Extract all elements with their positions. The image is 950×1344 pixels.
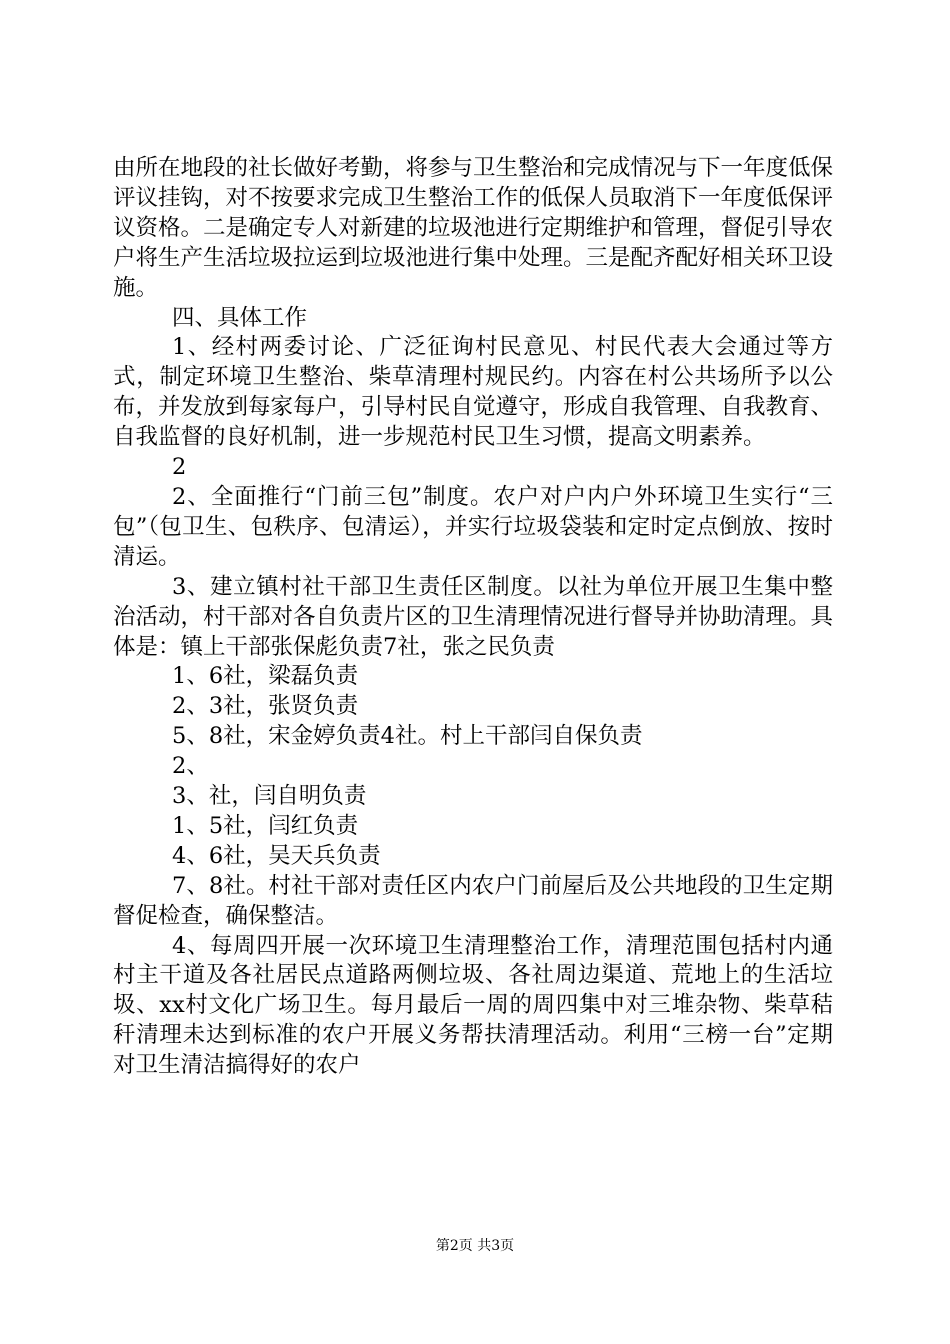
paragraph-fragment: 2 xyxy=(172,454,187,481)
list-line: 4、6社，吴天兵负责 xyxy=(172,842,381,869)
paragraph-item-2: 2、全面推行“门前三包”制度。农户对户内户外环境卫生实行“三包”（包卫生、包秩序、包清运），并实行垃圾袋装和定时定点倒放、按时清运。 xyxy=(113,483,833,570)
paragraph-item-1: 1、经村两委讨论、广泛征询村民意见、村民代表大会通过等方式，制定环境卫生整治、柴草清理村规民约。内容在村公共场所予以公布，并发放到每家每户，引导村民自觉遵守，形成自我管理、自我教育、自我监督的良好机制，进一步规范村民卫生习惯，提高文明素养。 xyxy=(113,334,834,451)
list-line: 2、3社，张贤负责 xyxy=(172,693,359,720)
section-heading: 四、具体工作 xyxy=(172,304,308,331)
document-body xyxy=(113,154,833,1081)
paragraph-item-4: 4、每周四开展一次环境卫生清理整治工作，清理范围包括村内通村主干道及各社居民点道路两侧垃圾、各社周边渠道、荒地上的生活垃圾、xx村文化广场卫生。每月最后一周的周四集中对三堆杂物、柴草秸秆清理未达到标准的农户开展义务帮扶清理活动。利用“三榜一台”定期对卫生清洁搞得好的农户 xyxy=(113,932,833,1079)
list-line: 3、社，闫自明负责 xyxy=(172,783,367,810)
list-line: 1、6社，梁磊负责 xyxy=(172,663,359,690)
list-line: 1、5社，闫红负责 xyxy=(172,812,359,839)
paragraph-item-3: 3、建立镇村社干部卫生责任区制度。以社为单位开展卫生集中整治活动，村干部对各自负责片区的卫生清理情况进行督导并协助清理。具体是：镇上干部张保彪负责7社，张之民负责 xyxy=(113,573,834,660)
page-footer: 第2页 共3页 xyxy=(435,1238,515,1254)
list-line: 2、 xyxy=(172,753,209,780)
paragraph-1: 由所在地段的社长做好考勤，将参与卫生整治和完成情况与下一年度低保评议挂钩，对不按要求完成卫生整治工作的低保人员取消下一年度低保评议资格。二是确定专人对新建的垃圾池进行定期维护和管理，督促引导农户将生产生活垃圾拉运到垃圾池进行集中处理。三是配齐配好相关环卫设施。 xyxy=(113,155,834,301)
list-line: 5、8社，宋金婷负责4社。村上干部闫自保负责 xyxy=(172,723,643,750)
paragraph-continuation: 7、8社。村社干部对责任区内农户门前屋后及公共地段的卫生定期督促检查，确保整洁。 xyxy=(113,872,833,929)
